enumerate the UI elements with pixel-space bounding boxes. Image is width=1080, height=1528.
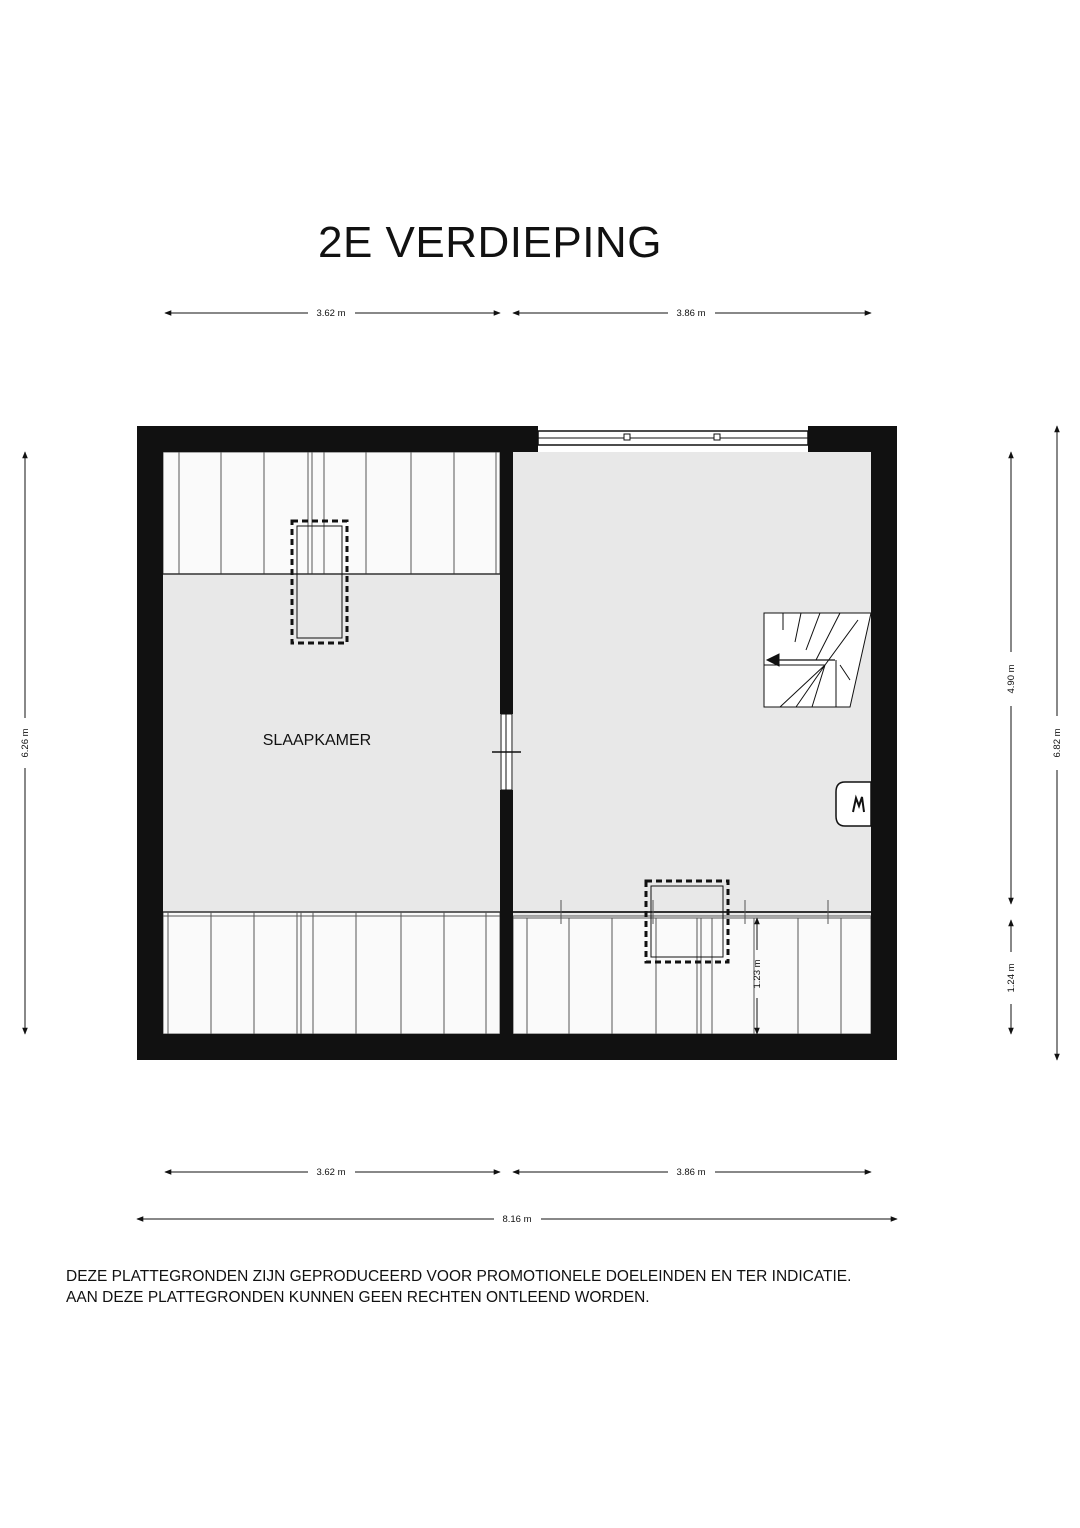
wall-partition-upper: [500, 452, 513, 714]
disclaimer: [66, 1266, 851, 1308]
dim-left-height: 6.26 m: [20, 728, 31, 758]
wall-left: [137, 426, 163, 1060]
dim-top-right: 3.86 m: [676, 308, 706, 319]
wall-bottom: [137, 1034, 897, 1060]
dim-bottom-left: 3.62 m: [316, 1167, 346, 1178]
page-title: 2E VERDIEPING: [318, 218, 662, 267]
roof-slope-bottom-right: [513, 916, 871, 1034]
disclaimer-line-1: DEZE PLATTEGRONDEN ZIJN GEPRODUCEERD VOOR PROMOTIONELE DOELEINDEN EN TER INDICATIE.: [66, 1268, 852, 1285]
dim-bottom-right: 3.86 m: [676, 1167, 706, 1178]
dim-top-left: 3.62 m: [316, 308, 346, 319]
dim-right-lower: 1.24 m: [1006, 963, 1017, 993]
disclaimer-line-2: AAN DEZE PLATTEGRONDEN KUNNEN GEEN RECHTEN ONTLEEND WORDEN.: [66, 1289, 650, 1306]
boiler-icon: [836, 782, 871, 826]
wall-partition-lower: [500, 790, 513, 1034]
dim-inner-lower: 1.23 m: [752, 959, 763, 989]
dim-bottom-total: 8.16 m: [502, 1214, 532, 1225]
dim-right-upper: 4.90 m: [1006, 664, 1017, 694]
wall-top-left: [137, 426, 538, 452]
wall-right: [871, 426, 897, 1060]
window-icon: [538, 431, 808, 445]
dim-right-total: 6.82 m: [1052, 728, 1063, 758]
room-label-bedroom: SLAAPKAMER: [262, 732, 372, 749]
roof-slope-top-left: [163, 452, 500, 574]
roof-slope-bottom-left: [163, 912, 500, 1034]
